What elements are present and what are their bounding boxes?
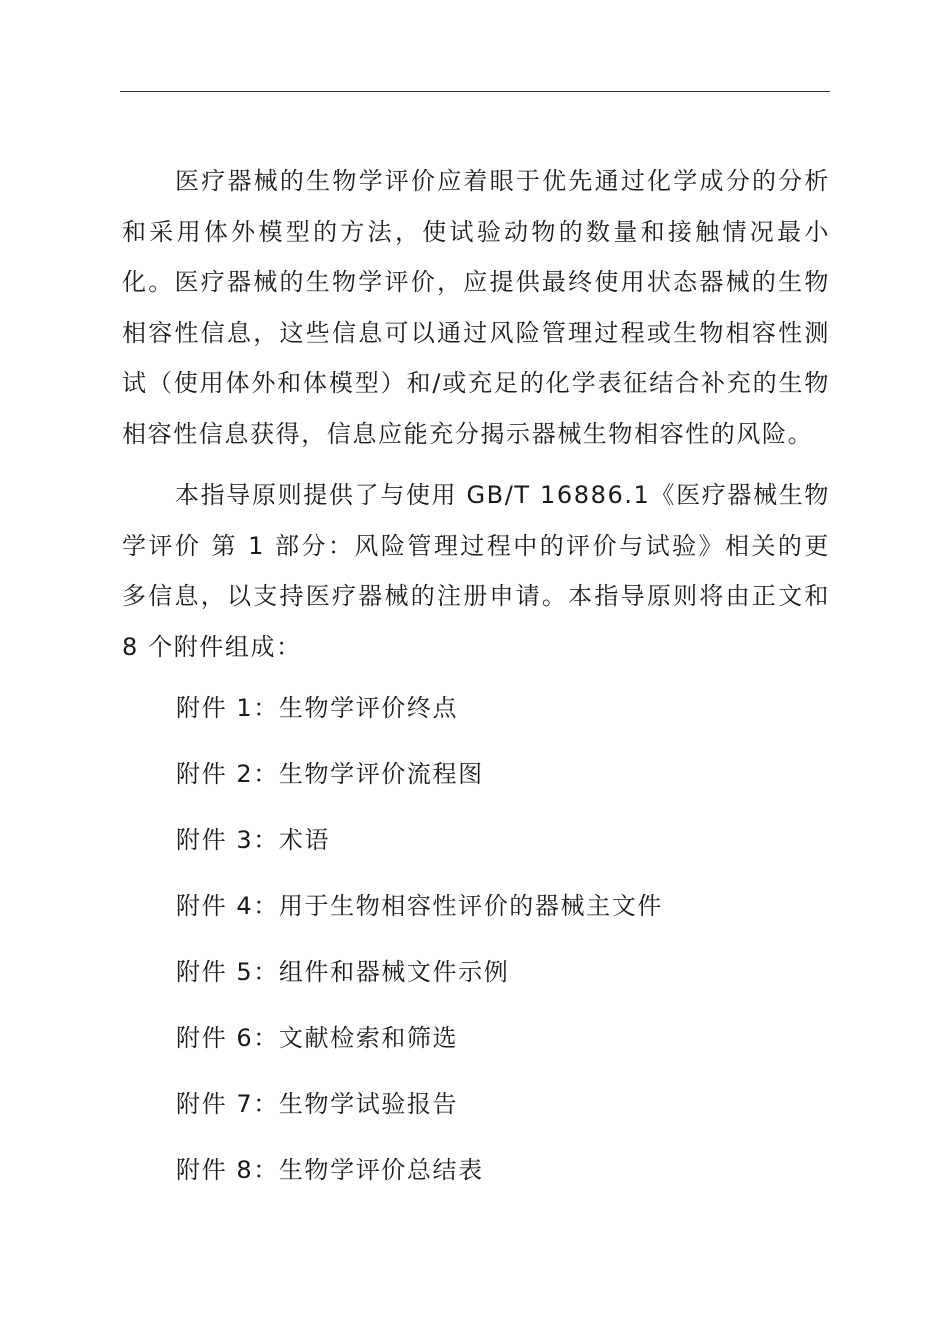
attachment-item: 附件 7：生物学试验报告 xyxy=(176,1090,459,1118)
paragraph-intro: 医疗器械的生物学评价应着眼于优先通过化学成分的分析和采用体外模型的方法，使试验动物的数量和接触情况最小化。医疗器械的生物学评价，应提供最终使用状态器械的生物相容性信息，这些信息可以通过风险管理过程或生物相容性测试（使用体外和体模型）和/或充足的化学表征结合补充的生物相容性信息获得，信息应能充分揭示器械生物相容性的风险。 xyxy=(122,167,830,448)
attachment-item: 附件 4：用于生物相容性评价的器械主文件 xyxy=(176,892,663,920)
attachment-list xyxy=(176,684,663,1212)
attachment-item: 附件 6：文献检索和筛选 xyxy=(176,1024,459,1052)
attachment-item: 附件 1：生物学评价终点 xyxy=(176,694,459,722)
header-divider xyxy=(120,91,830,92)
attachment-item: 附件 5：组件和器械文件示例 xyxy=(176,958,510,986)
attachment-item: 附件 2：生物学评价流程图 xyxy=(176,760,484,788)
attachment-item: 附件 3：术语 xyxy=(176,826,331,854)
paragraph-scope: 本指导原则提供了与使用 GB/T 16886.1《医疗器械生物学评价 第 1 部分：风险管理过程中的评价与试验》相关的更多信息，以支持医疗器械的注册申请。本指导原则将由正文和 8 个附件组成： xyxy=(122,481,830,661)
attachment-item: 附件 8：生物学评价总结表 xyxy=(176,1156,484,1184)
